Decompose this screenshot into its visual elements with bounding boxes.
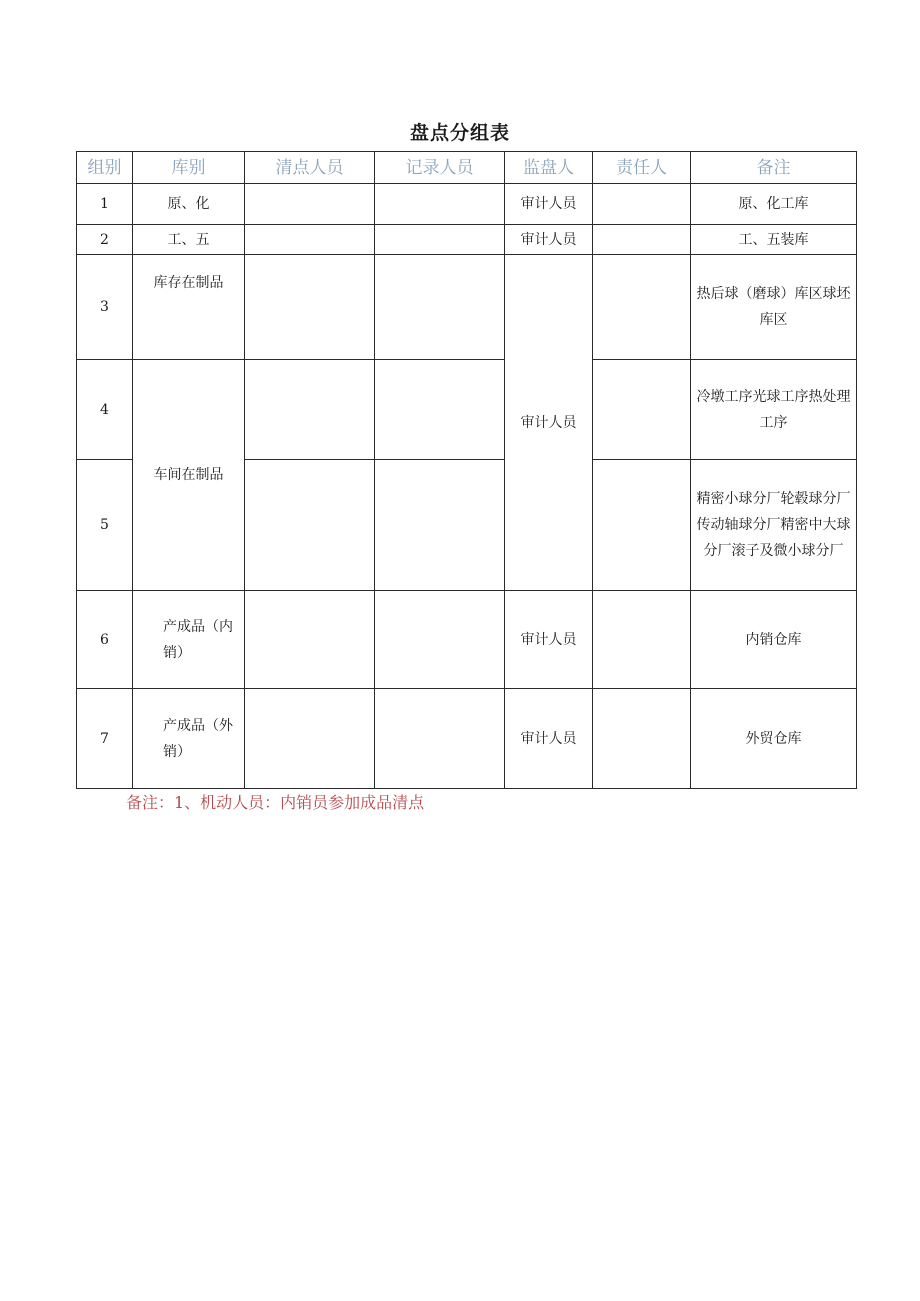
- group-cell: 5: [77, 460, 133, 591]
- supervisor-cell-merged: 审计人员: [505, 255, 593, 591]
- group-cell: 2: [77, 225, 133, 255]
- note-cell: 冷墩工序光球工序热处理工序: [691, 360, 857, 460]
- group-cell: 3: [77, 255, 133, 360]
- header-cell: 责任人: [593, 152, 691, 184]
- note-cell: 工、五装库: [691, 225, 857, 255]
- group-cell: 1: [77, 184, 133, 225]
- warehouse-cell: 原、化: [133, 184, 245, 225]
- recorder-cell: [375, 184, 505, 225]
- warehouse-cell: 工、五: [133, 225, 245, 255]
- table-row: [77, 184, 857, 225]
- supervisor-cell: 审计人员: [505, 591, 593, 689]
- supervisor-cell: 审计人员: [505, 225, 593, 255]
- counter-cell: [245, 591, 375, 689]
- table-row: [77, 255, 857, 360]
- header-cell: 备注: [691, 152, 857, 184]
- group-cell: 6: [77, 591, 133, 689]
- recorder-cell: [375, 460, 505, 591]
- header-cell: 清点人员: [245, 152, 375, 184]
- inventory-group-table: [76, 151, 857, 789]
- note-cell: 精密小球分厂轮毂球分厂传动轴球分厂精密中大球分厂滚子及微小球分厂: [691, 460, 857, 591]
- note-cell: 原、化工库: [691, 184, 857, 225]
- responsible-cell: [593, 591, 691, 689]
- recorder-cell: [375, 360, 505, 460]
- note-cell: 外贸仓库: [691, 689, 857, 789]
- supervisor-cell: 审计人员: [505, 689, 593, 789]
- counter-cell: [245, 184, 375, 225]
- responsible-cell: [593, 225, 691, 255]
- responsible-cell: [593, 184, 691, 225]
- counter-cell: [245, 360, 375, 460]
- header-cell: 监盘人: [505, 152, 593, 184]
- header-cell: 记录人员: [375, 152, 505, 184]
- footer-note: 备注：1、机动人员：内销员参加成品清点: [126, 793, 425, 812]
- warehouse-cell: 产成品（外销）: [133, 689, 245, 789]
- warehouse-cell: 库存在制品: [133, 255, 245, 360]
- group-cell: 7: [77, 689, 133, 789]
- page-title: 盘点分组表: [409, 122, 510, 144]
- table-row: [77, 689, 857, 789]
- recorder-cell: [375, 225, 505, 255]
- table-row: [77, 225, 857, 255]
- responsible-cell: [593, 255, 691, 360]
- group-cell: 4: [77, 360, 133, 460]
- header-cell: 组别: [77, 152, 133, 184]
- warehouse-cell: 产成品（内销）: [133, 591, 245, 689]
- table-header-row: [77, 152, 857, 184]
- table-row: [77, 360, 857, 460]
- note-cell: 内销仓库: [691, 591, 857, 689]
- recorder-cell: [375, 689, 505, 789]
- responsible-cell: [593, 460, 691, 591]
- supervisor-cell: 审计人员: [505, 184, 593, 225]
- responsible-cell: [593, 689, 691, 789]
- warehouse-cell-merged: 车间在制品: [133, 360, 245, 591]
- responsible-cell: [593, 360, 691, 460]
- recorder-cell: [375, 255, 505, 360]
- header-cell: 库别: [133, 152, 245, 184]
- table-row: [77, 591, 857, 689]
- recorder-cell: [375, 591, 505, 689]
- counter-cell: [245, 460, 375, 591]
- note-cell: 热后球（磨球）库区球坯库区: [691, 255, 857, 360]
- counter-cell: [245, 689, 375, 789]
- counter-cell: [245, 225, 375, 255]
- counter-cell: [245, 255, 375, 360]
